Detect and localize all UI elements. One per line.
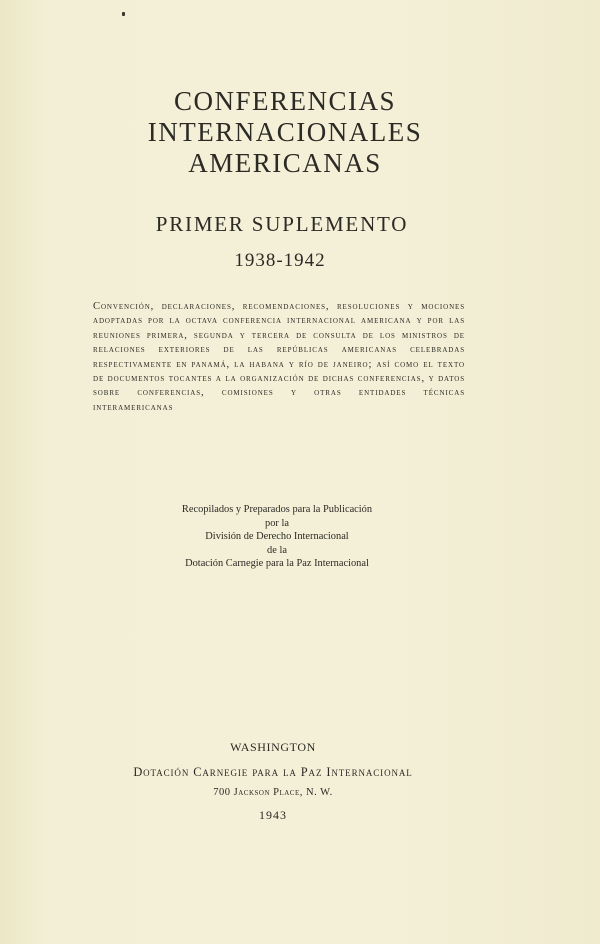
imprint-city: WASHINGTON	[230, 740, 316, 754]
main-title	[0, 86, 570, 179]
imprint-publisher: Dotación Carnegie para la Paz Internacional	[133, 765, 413, 779]
title-line-2: INTERNACIONALES	[147, 117, 423, 147]
compiled-line-1: Recopilados y Preparados para la Publicación	[181, 504, 373, 515]
imprint-address: 700 Jackson Place, N. W.	[213, 787, 333, 798]
title-line-3: AMERICANAS	[188, 148, 382, 178]
compiled-line-5: Dotación Carnegie para la Paz Internacional	[185, 558, 369, 570]
ink-mark	[122, 12, 125, 16]
compiled-line-3: División de Derecho Internacional	[205, 531, 349, 543]
supplement-heading: PRIMER SUPLEMENTO	[155, 212, 409, 236]
compiled-line-4: de la	[267, 544, 287, 556]
year-range: 1938-1942	[234, 250, 326, 271]
compiled-by	[0, 503, 554, 571]
compiled-line-2: por la	[265, 517, 289, 529]
description-paragraph: Convención, declaraciones, recomendaciones, resoluciones y mociones adoptadas por la octava conferencia internacional americana y por las reuniones primera, segunda y tercera de consulta de los ministros de relaciones exteriores de las repúblicas americanas celebradas respectivamente en panamá, la habana y río de janeiro; así como el texto de documentos tocantes a la organización de dichas conferencias, y datos sobre conferencias, comisiones y otras entidades técnicas interamericanas	[93, 301, 466, 413]
imprint	[0, 740, 546, 823]
title-line-1: CONFERENCIAS	[173, 86, 397, 116]
imprint-year: 1943	[259, 808, 287, 822]
